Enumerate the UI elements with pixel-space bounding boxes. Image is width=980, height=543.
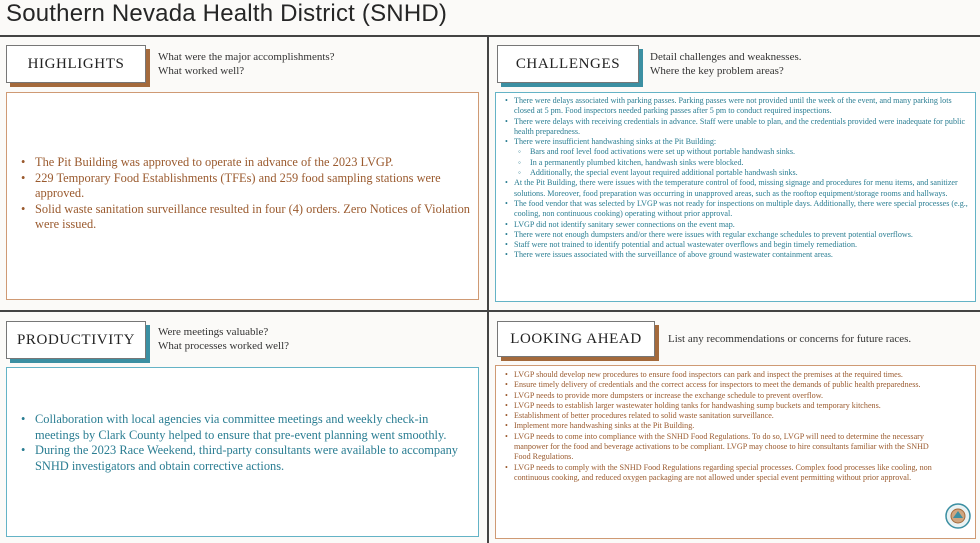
list-subitem: ◦ Additionally, the special event layout required additional portable handwash sinks.: [504, 168, 970, 178]
list-item: • Establishment of better procedures related to solid waste sanitation surveillance.: [504, 411, 944, 421]
highlights-panel: [6, 92, 479, 300]
list-item: • There were delays associated with parking passes. Parking passes were not provided until the week of the event, and many parking lots closed at 5 pm. Food inspectors needed parking passes after 5 pm to conduct required inspections.: [504, 96, 970, 117]
productivity-panel: [6, 367, 479, 537]
list-item: • LVGP should develop new procedures to ensure food inspectors can park and inspect the premises at the required times.: [504, 370, 944, 380]
challenges-prompt: [650, 50, 802, 78]
challenges-panel: [495, 92, 976, 302]
challenges-list: [504, 96, 970, 261]
center-divider: [487, 35, 489, 543]
list-item: • The Pit Building was approved to operate in advance of the 2023 LVGP.: [21, 155, 476, 171]
highlights-prompt-1: What were the major accomplishments?: [158, 51, 335, 63]
list-item: • Collaboration with local agencies via committee meetings and weekly check-in meetings by Clark County helped to ensure that pre-event planning went smoothly.: [21, 412, 461, 443]
challenges-prompt-2: Where the key problem areas?: [650, 65, 784, 77]
list-item: • There were delays with receiving credentials in advance. Staff were unable to plan, and the credentials provided were inadequate for public health preparedness.: [504, 117, 970, 138]
list-item: • There were issues associated with the surveillance of above ground wastewater containment areas.: [504, 250, 970, 260]
list-item: • LVGP needs to come into compliance with the SNHD Food Regulations. To do so, LVGP will need to determine the necessary manpower for the food and beverage activations to be compliant. LVGP may choose to hire consultants familiar with the SNHD Food Regulations.: [504, 432, 944, 463]
highlights-list: [21, 155, 476, 233]
looking-ahead-panel: [495, 365, 976, 539]
list-item: • Solid waste sanitation surveillance resulted in four (4) orders. Zero Notices of Violation were issued.: [21, 202, 476, 233]
productivity-header: [6, 321, 146, 359]
middle-divider: [0, 310, 980, 312]
list-item: • The food vendor that was selected by LVGP was not ready for inspections on multiple days. Additionally, there were special processes (e.g., cooling, non continuous cooking) operating without prior approval.: [504, 199, 970, 220]
list-item: • During the 2023 Race Weekend, third-party consultants were available to accompany SNHD investigators and obtain corrective actions.: [21, 443, 461, 474]
list-item: • Ensure timely delivery of credentials and the correct access for inspectors to meet the demands of public health preparedness.: [504, 380, 944, 390]
productivity-prompt: [158, 325, 289, 353]
list-item: • At the Pit Building, there were issues with the temperature control of food, missing signage and procedures for menu items, and sanitizer solutions. Moreover, food preparation was occurring in unapproved areas, such as the rooftop equipment/storage rooms and hallways.: [504, 178, 970, 199]
list-subitem: ◦ In a permanently plumbed kitchen, handwash sinks were blocked.: [504, 158, 970, 168]
looking-ahead-label: LOOKING AHEAD: [510, 330, 642, 347]
challenges-prompt-1: Detail challenges and weaknesses.: [650, 51, 802, 63]
looking-ahead-prompt: [668, 332, 911, 346]
productivity-list: [21, 412, 461, 474]
list-item: • LVGP did not identify sanitary sewer connections on the event map.: [504, 220, 970, 230]
highlights-prompt: [158, 50, 335, 78]
list-item: • Implement more handwashing sinks at the Pit Building.: [504, 421, 944, 431]
highlights-prompt-2: What worked well?: [158, 65, 245, 77]
top-divider: [0, 35, 980, 37]
productivity-prompt-2: What processes worked well?: [158, 340, 290, 352]
list-item: • LVGP needs to provide more dumpsters or increase the exchange schedule to prevent overflow.: [504, 391, 944, 401]
list-item: • Staff were not trained to identify potential and actual wastewater overflows and begin timely remediation.: [504, 240, 970, 250]
highlights-header: [6, 45, 146, 83]
page-title: Southern Nevada Health District (SNHD): [6, 0, 448, 27]
challenges-header: [497, 45, 639, 83]
highlights-label: HIGHLIGHTS: [27, 55, 125, 72]
challenges-label: CHALLENGES: [515, 55, 621, 72]
list-item: • There were insufficient handwashing sinks at the Pit Building:: [504, 137, 970, 147]
productivity-prompt-1: Were meetings valuable?: [158, 326, 269, 338]
list-item: • LVGP needs to comply with the SNHD Food Regulations regarding special processes. Complex food processes like cooling, non continuous cooking, and reduced oxygen packaging are not allowed under special event permitting without prior approval.: [504, 463, 944, 484]
list-item: • There were not enough dumpsters and/or there were issues with regular exchange schedules to prevent potential overflows.: [504, 230, 970, 240]
productivity-label: PRODUCTIVITY: [16, 331, 136, 348]
snhd-seal-logo-icon: [944, 502, 972, 530]
looking-ahead-list: [504, 370, 944, 483]
list-item: • LVGP needs to establish larger wastewater holding tanks for handwashing sump buckets and temporary kitchens.: [504, 401, 944, 411]
looking-ahead-header: [497, 321, 655, 357]
looking-ahead-prompt-1: List any recommendations or concerns for future races.: [668, 333, 912, 345]
list-item: • 229 Temporary Food Establishments (TFEs) and 259 food sampling stations were approved.: [21, 171, 476, 202]
list-subitem: ◦ Bars and roof level food activations were set up without portable handwash sinks.: [504, 147, 970, 157]
